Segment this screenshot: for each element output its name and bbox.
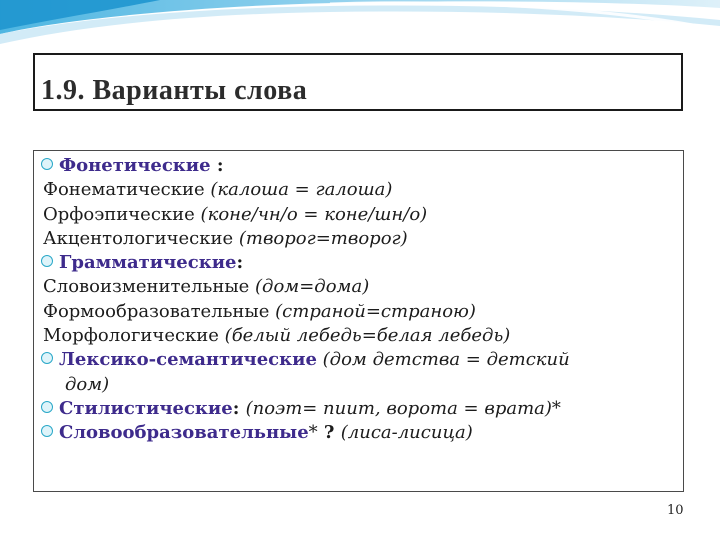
derivational-example: (лиса-лисица) xyxy=(340,422,473,444)
phonetic-colon: : xyxy=(210,155,224,176)
formative-label: Формообразовательные xyxy=(43,300,276,322)
list-item xyxy=(43,178,675,202)
stylistic-colon: : xyxy=(232,397,246,419)
orthoepic-label: Орфоэпические xyxy=(43,203,201,225)
list-item xyxy=(43,203,675,227)
slide-title: 1.9. Варианты слова xyxy=(41,75,308,106)
lexical-heading: Лексико-семантические xyxy=(59,349,317,371)
list-item xyxy=(43,373,675,397)
inflectional-example: (дом=дома) xyxy=(255,276,370,298)
list-item xyxy=(43,251,675,275)
phonematic-example: (калоша = галоша) xyxy=(210,179,393,201)
list-item xyxy=(43,324,675,348)
inflectional-label: Словоизменительные xyxy=(43,276,256,298)
formative-example: (страной=страною) xyxy=(275,300,476,322)
bullet-icon xyxy=(41,352,53,364)
derivational-star: * xyxy=(308,422,318,444)
phonematic-label: Фонематические xyxy=(43,179,211,201)
grammatical-heading: Грамматические xyxy=(59,252,237,274)
derivational-question: ? xyxy=(317,422,341,444)
list-item xyxy=(43,397,675,421)
title-box xyxy=(33,53,683,111)
content-box xyxy=(33,150,684,492)
list-item xyxy=(43,300,675,324)
bullet-icon xyxy=(41,255,53,267)
morphological-example: (белый лебедь=белая лебедь) xyxy=(224,325,511,347)
list-item xyxy=(43,154,675,178)
orthoepic-example: (коне/чн/о = коне/шн/о) xyxy=(200,203,428,225)
bullet-icon xyxy=(41,425,53,437)
grammatical-colon: : xyxy=(236,252,244,274)
bullet-list xyxy=(43,154,675,446)
list-item xyxy=(43,421,675,445)
stylistic-heading: Стилистические xyxy=(59,397,233,419)
accent-label: Акцентологические xyxy=(43,227,239,249)
list-item xyxy=(43,275,675,299)
lexical-example-cont: дом) xyxy=(65,373,110,395)
page-number: 10 xyxy=(667,503,684,518)
list-item xyxy=(43,348,675,372)
accent-example: (творог=творог) xyxy=(238,227,408,249)
lexical-example: (дом детства = детский xyxy=(316,349,570,371)
phonetic-heading: Фонетические xyxy=(59,155,211,176)
derivational-heading: Словообразовательные xyxy=(59,422,309,444)
stylistic-example: (поэт= пиит, ворота = врата)* xyxy=(245,397,561,419)
bullet-icon xyxy=(41,401,53,413)
bullet-icon xyxy=(41,158,53,170)
morphological-label: Морфологические xyxy=(43,325,225,347)
list-item xyxy=(43,227,675,251)
